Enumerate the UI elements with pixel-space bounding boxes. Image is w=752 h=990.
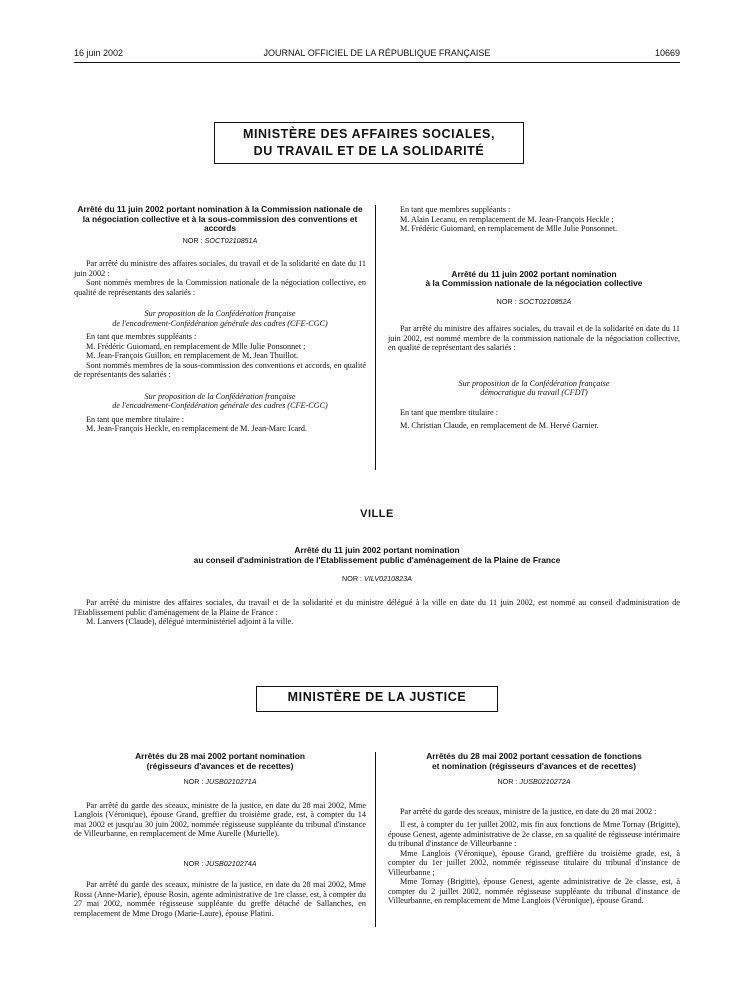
arrete-1-para: Par arrêté du ministre des affaires sociales, du travail et de la solidarité en date du 11 juin 2002 : xyxy=(74,259,366,278)
arrete-3-para: Par arrêté du garde des sceaux, ministre de la justice, en date du 28 mai 2002, Mme Langlois (Véronique), épouse Grand, greffier du troisième grade, est, à compter du 14 mai 2002 et jusqu'au 30 juin 2002, nommée régisseuse suppléante du tribunal d'instance de Villeurbanne, en remplacement de Mme Aurelle (Murielle). xyxy=(74,800,366,839)
arrete-4-para: Il est, à compter du 1er juillet 2002, mis fin aux fonctions de Mme Tornay (Brigitte), épouse Genest, agente administrative de 2e classe, en sa qualité de régisseuse intérimaire du tribunal d'instance de Villeurbanne : xyxy=(388,820,680,849)
arrete-1-para: Sont nommés membres de la sous-commission des conventions et accords, en qualité de représentants des salariés : xyxy=(74,360,366,380)
ville-body xyxy=(74,598,680,627)
arrete-2-para: M. Christian Claude, en remplacement de M. Hervé Garnier. xyxy=(400,421,599,431)
arrete-1-para: M. Jean-François Guillon, en remplacement de M. Jean Thuillot. xyxy=(86,351,299,361)
arrete-2-nor: NOR : SOCT0210852A xyxy=(496,296,572,306)
arrete-1-para: M. Frédéric Guiomard, en remplacement de Mlle Julie Ponsonnet ; xyxy=(86,341,306,351)
arrete-1-para: M. Alain Lecanu, en remplacement de M. Jean-François Heckle ; xyxy=(400,214,614,224)
arrete-2-proposal: Sur proposition de la Confédération française xyxy=(458,378,610,388)
ministry-heading-line1: MINISTÈRE DES AFFAIRES SOCIALES, xyxy=(242,127,496,141)
ministry-heading-line2: DU TRAVAIL ET DE LA SOLIDARITÉ xyxy=(253,144,485,158)
section-heading-ville: VILLE xyxy=(360,508,394,520)
ministry-heading-justice: MINISTÈRE DE LA JUSTICE xyxy=(256,686,498,712)
arrete-3-nor: NOR : JUSB0210271A xyxy=(183,777,257,787)
arrete-2-para: En tant que membre titulaire : xyxy=(400,407,498,417)
column-divider xyxy=(375,205,376,470)
arrete-1-proposal: Sur proposition de la Confédération française xyxy=(144,309,296,319)
arrete-1-para: En tant que membres suppléants : xyxy=(86,332,197,342)
ville-title: Arrêté du 11 juin 2002 portant nomination au conseil d'administration de l'Etablissement public d'aménagement de la Plaine de France xyxy=(193,545,561,565)
ville-para: M. Lanvers (Claude), délégué interministériel adjoint à la ville. xyxy=(86,617,294,626)
arrete-2-proposal: démocratique du travail (CFDT) xyxy=(480,388,588,398)
arrete-3 xyxy=(74,752,366,918)
arrete-1-left xyxy=(74,205,366,434)
arrete-1-para: Sont nommés membres de la Commission nationale de la négociation collective, en qualité de représentants des salariés : xyxy=(74,278,366,297)
page-header xyxy=(74,48,680,62)
arrete-1-proposal: de l'encadrement-Confédération générale des cadres (CFE-CGC) xyxy=(112,318,328,328)
arrete-1-nor: NOR : SOCT0210851A xyxy=(182,235,258,245)
arrete-1-para: En tant que membres suppléants : xyxy=(400,205,511,214)
arrete-2-para: Par arrêté du ministre des affaires sociales, du travail et de la solidarité en date du 11 juin 2002, est nommé membre de la commission nationale de la négociation collective, en qualité de représentant des salariés : xyxy=(388,324,680,353)
arrete-1-para: M. Jean-François Heckle, en remplacement de M. Jean-Marc Icard. xyxy=(86,424,307,434)
ville-para: Par arrêté du ministre des affaires sociales, du travail et de la solidarité et du ministre délégué à la ville en date du 11 juin 2002, est nommé au conseil d'administration de l'Etablissement public d'aménagement de la Plaine de France : xyxy=(74,598,680,617)
ville-nor: NOR : VILV0210823A xyxy=(342,574,412,583)
arrete-1-proposal: de l'encadrement-Confédération générale des cadres (CFE-CGC) xyxy=(112,401,328,411)
arrete-1-para: M. Frédéric Guiomard, en remplacement de Mlle Julie Ponsonnet. xyxy=(400,224,618,233)
header-rule xyxy=(74,62,680,63)
arrete-1-para: En tant que membre titulaire : xyxy=(86,414,184,424)
header-journal-title: JOURNAL OFFICIEL DE LA RÉPUBLIQUE FRANÇAISE xyxy=(263,48,491,58)
arrete-3-para: Par arrêté du garde des sceaux, ministre de la justice, en date du 28 mai 2002, Mme Rossi (Anne-Marie), épouse Rosin, agente administrative de 1re classe, est, à compter du 27 mai 2002, nommée régisseuse suppléante du greffe détaché de Sallanches, en remplacement de Mme Drogo (Marie-Laure), épouse Platini. xyxy=(74,880,366,918)
arrete-1-right xyxy=(388,205,680,431)
arrete-1-proposal: Sur proposition de la Confédération française xyxy=(144,391,296,401)
arrete-4-para: Mme Tornay (Brigitte), épouse Genest, agente administrative de 2e classe, est, à compter du 2 juillet 2002, nommée régisseuse suppléante du tribunal d'instance de Villeurbanne, en remplacement de Mme Langlois (Véronique), épouse Grand. xyxy=(388,877,680,906)
arrete-1-title: Arrêté du 11 juin 2002 portant nomination à la Commission nationale de la négociation collective et à la sous-commission des conventions et accords xyxy=(77,204,363,234)
arrete-3-nor-2: NOR : JUSB0210274A xyxy=(183,858,257,868)
arrete-4-nor: NOR : JUSB0210272A xyxy=(497,777,571,787)
arrete-4 xyxy=(388,752,680,906)
header-page-number: 10669 xyxy=(654,48,680,58)
arrete-4-para: Mme Langlois (Véronique), épouse Grand, greffière du troisième grade, est, à compter du 1er juillet 2002, nommée régisseuse titulaire du tribunal d'instance de Villeurbanne ; xyxy=(388,848,680,877)
ministry-heading-social xyxy=(214,122,524,164)
arrete-4-para: Par arrêté du garde des sceaux, ministre de la justice, en date du 28 mai 2002 : xyxy=(400,806,657,816)
arrete-3-title: Arrêtés du 28 mai 2002 portant nomination (régisseurs d'avances et de recettes) xyxy=(135,751,305,771)
arrete-4-title: Arrêtés du 28 mai 2002 portant cessation de fonctions et nomination (régisseurs d'avances et de recettes) xyxy=(426,751,642,771)
column-divider xyxy=(375,752,376,927)
header-date: 16 juin 2002 xyxy=(74,48,124,58)
arrete-2-title: Arrêté du 11 juin 2002 portant nomination à la Commission nationale de la négociation collective xyxy=(425,268,643,289)
